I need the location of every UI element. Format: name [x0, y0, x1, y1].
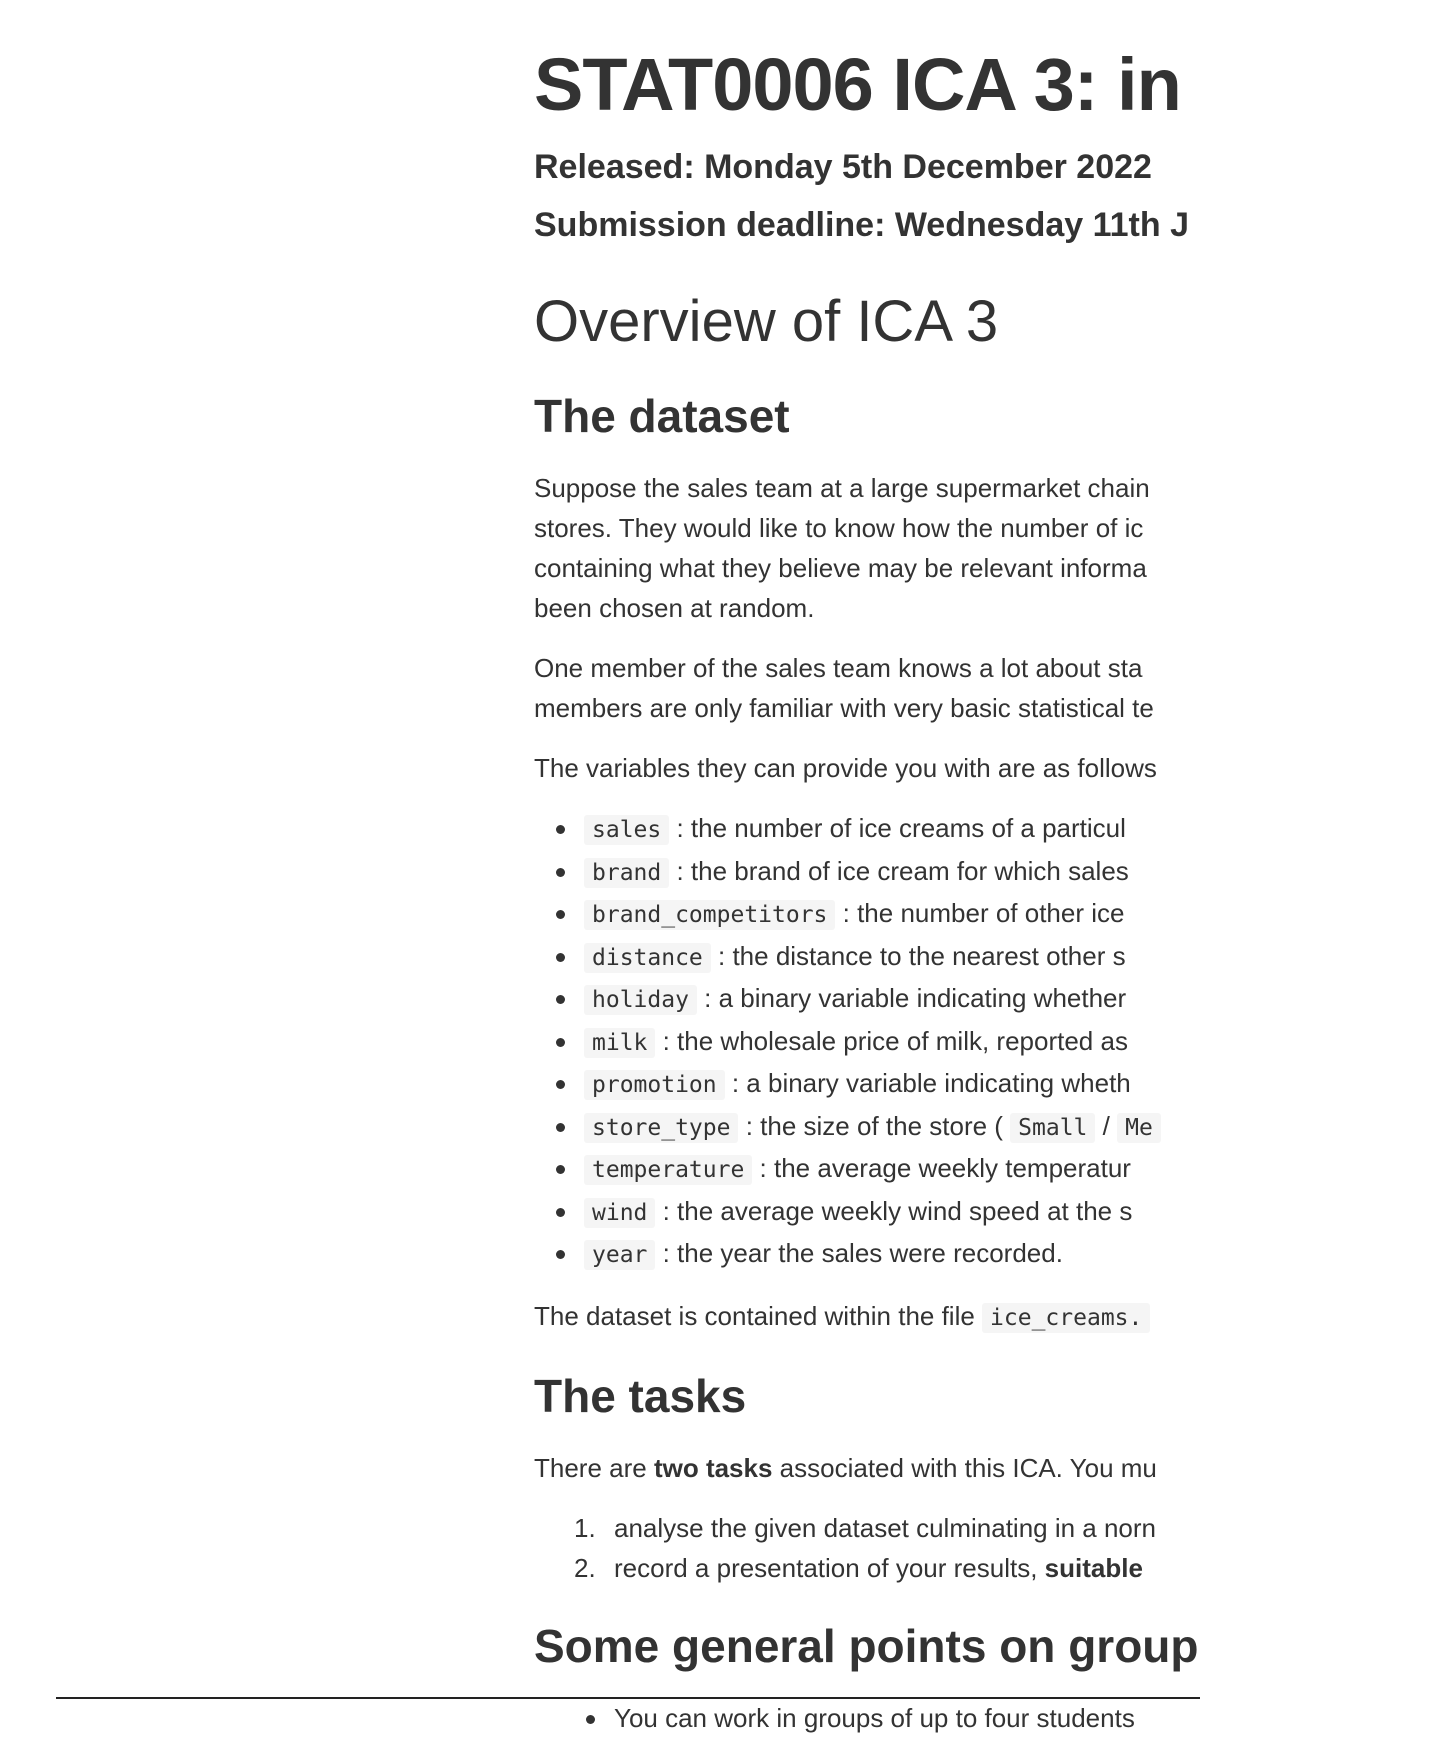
variable-code: year — [584, 1240, 655, 1270]
tasks-heading: The tasks — [534, 1369, 747, 1422]
separator: / — [1095, 1110, 1118, 1141]
variable-description: : the number of other ice — [835, 898, 1125, 928]
list-item — [614, 1698, 1434, 1738]
variable-code: sales — [584, 815, 669, 845]
text-line: been chosen at random. — [534, 593, 815, 623]
group-points-list — [534, 1698, 1434, 1738]
released-date: Released: Monday 5th December 2022 — [534, 148, 1152, 186]
bullet-icon — [556, 1208, 565, 1217]
variable-code: brand_competitors — [584, 900, 835, 930]
store-type-value-medium: Me — [1117, 1113, 1161, 1143]
dataset-file-paragraph — [534, 1296, 1434, 1338]
item-number: 2. — [574, 1552, 596, 1583]
text-line: One member of the sales team knows a lot about sta — [534, 653, 1143, 683]
list-item — [584, 1063, 1434, 1106]
dataset-paragraph-1 — [534, 468, 1434, 628]
text-line: stores. They would like to know how the number of ic — [534, 513, 1144, 543]
list-item — [584, 936, 1434, 979]
page-bottom-rule — [56, 1697, 1200, 1699]
variable-description: : the number of ice creams of a particul — [669, 813, 1126, 843]
list-item — [584, 1021, 1434, 1064]
variable-code: wind — [584, 1198, 655, 1228]
variable-description: : the year the sales were recorded. — [655, 1238, 1063, 1268]
document-content — [534, 40, 1434, 1738]
task-list — [534, 1508, 1434, 1588]
file-name-code: ice_creams. — [982, 1303, 1150, 1333]
dataset-paragraph-3: The variables they can provide you with are as follows — [534, 753, 1157, 783]
bullet-icon — [556, 1080, 565, 1089]
bullet-icon — [556, 1038, 565, 1047]
bold-text: two tasks — [653, 1452, 773, 1483]
variable-code: distance — [584, 943, 711, 973]
list-item — [574, 1508, 1434, 1548]
submission-deadline: Submission deadline: Wednesday 11th J — [534, 206, 1189, 244]
text-line: Suppose the sales team at a large supermarket chain — [534, 473, 1150, 503]
bullet-icon — [556, 1250, 565, 1259]
file-text: The dataset is contained within the file — [534, 1300, 983, 1331]
bullet-icon — [556, 910, 565, 919]
variable-description: : the average weekly wind speed at the s — [655, 1195, 1133, 1226]
text-segment: There are — [534, 1452, 654, 1483]
bullet-icon — [556, 825, 565, 834]
task-text: record a presentation of your results, — [614, 1552, 1045, 1583]
text-line: members are only familiar with very basic statistical te — [534, 693, 1154, 723]
list-item — [584, 1106, 1434, 1149]
tasks-intro — [534, 1448, 1434, 1488]
group-point-text: You can work in groups of up to four students — [614, 1702, 1135, 1733]
variable-code: promotion — [584, 1070, 725, 1100]
variable-description: : the size of the store ( — [738, 1110, 1011, 1141]
text-line: containing what they believe may be relevant informa — [534, 553, 1147, 583]
overview-heading: Overview of ICA 3 — [534, 289, 999, 354]
bullet-icon — [586, 1715, 595, 1724]
variable-code: milk — [584, 1028, 655, 1058]
dataset-heading: The dataset — [534, 390, 790, 442]
variable-description: : the brand of ice cream for which sales — [669, 855, 1129, 886]
variable-description: : a binary variable indicating wheth — [724, 1068, 1131, 1098]
variable-code: store_type — [584, 1113, 738, 1143]
item-number: 1. — [574, 1512, 596, 1543]
list-item — [584, 808, 1434, 851]
page-title: STAT0006 ICA 3: in — [534, 43, 1181, 126]
group-points-heading: Some general points on group — [534, 1619, 1199, 1672]
list-item — [584, 1233, 1434, 1276]
text-segment: associated with this ICA. You mu — [772, 1452, 1157, 1483]
dataset-paragraph-2 — [534, 648, 1434, 728]
variable-description: : a binary variable indicating whether — [696, 983, 1127, 1013]
variable-code: holiday — [584, 985, 697, 1015]
bullet-icon — [556, 1165, 565, 1174]
list-item — [574, 1548, 1434, 1588]
variable-code: temperature — [584, 1155, 752, 1185]
bullet-icon — [556, 1123, 565, 1132]
bullet-icon — [556, 995, 565, 1004]
list-item — [584, 893, 1434, 936]
bold-text: suitable — [1044, 1552, 1143, 1583]
list-item — [584, 1148, 1434, 1191]
variable-description: : the wholesale price of milk, reported as — [655, 1025, 1128, 1056]
list-item — [584, 1191, 1434, 1234]
list-item — [584, 978, 1434, 1021]
bullet-icon — [556, 953, 565, 962]
variable-code: brand — [584, 858, 669, 888]
bullet-icon — [556, 868, 565, 877]
task-text: analyse the given dataset culminating in a norn — [614, 1512, 1157, 1543]
variable-description: : the distance to the nearest other s — [710, 940, 1126, 971]
variable-description: : the average weekly temperatur — [752, 1153, 1131, 1183]
list-item — [584, 851, 1434, 894]
variable-list — [534, 808, 1434, 1276]
store-type-value-small: Small — [1010, 1113, 1095, 1143]
